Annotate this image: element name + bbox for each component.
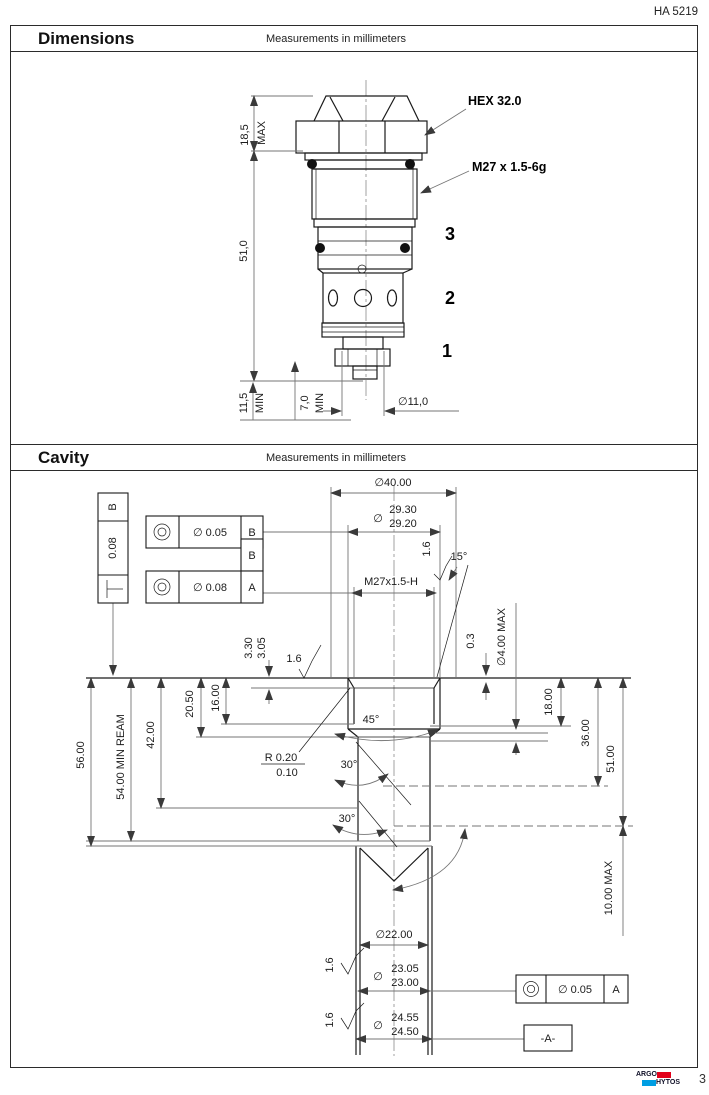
dim-d10max: 10.00 MAX bbox=[603, 860, 615, 916]
callout-hex: HEX 32.0 bbox=[468, 94, 522, 108]
fcf-perpendicularity bbox=[98, 493, 128, 603]
argo-hytos-logo bbox=[636, 1071, 694, 1087]
fcf-perp-datum: B bbox=[106, 503, 119, 511]
dimensions-subtitle: Measurements in millimeters bbox=[266, 33, 406, 45]
datum-a-label: -A- bbox=[540, 1033, 556, 1045]
surface-finish-icons bbox=[299, 556, 452, 1029]
dim-d18: 18.00 bbox=[543, 688, 555, 716]
callout-thread: M27 x 1.5-6g bbox=[472, 160, 547, 174]
oring-mid-right bbox=[400, 243, 410, 253]
dim-length: 51,0 bbox=[238, 240, 250, 262]
port-3-label: 3 bbox=[444, 224, 456, 244]
dim-r-hi: R 0.20 bbox=[264, 752, 298, 764]
oring-mid-left bbox=[315, 243, 325, 253]
dim-stem-len: 11,5 bbox=[238, 392, 250, 414]
dim-d56: 56.00 bbox=[75, 741, 87, 769]
dim-dia2930-lo: 29.20 bbox=[389, 518, 417, 530]
fcf-concentricity-3 bbox=[516, 975, 628, 1003]
dim-thread: M27x1.5-H bbox=[364, 576, 418, 588]
dim-dia2305-lo: 23.00 bbox=[391, 977, 419, 989]
oring-upper-left bbox=[307, 159, 317, 169]
logo-text-top: ARGO bbox=[636, 1071, 657, 1078]
oring-upper-right bbox=[405, 159, 415, 169]
logo-blue-block bbox=[642, 1080, 656, 1086]
dim-dia2455-hi: 24.55 bbox=[391, 1012, 419, 1024]
fcf3-value: ∅ 0.05 bbox=[557, 984, 593, 996]
fcf-concentricity-2 bbox=[146, 539, 263, 603]
dim-dia2930-sym: ∅ bbox=[373, 513, 383, 525]
dim-head-height-suffix: MAX bbox=[256, 121, 268, 145]
dim-angle15: 15° bbox=[450, 551, 468, 563]
doc-code: HA 5219 bbox=[653, 6, 698, 18]
port-1-label: 1 bbox=[441, 341, 453, 361]
fcf2-datum: A bbox=[248, 582, 256, 594]
dim-d2050: 20.50 bbox=[184, 690, 196, 718]
dim-dia2455-lo: 24.50 bbox=[391, 1026, 419, 1038]
dim-head-height: 18,5 bbox=[239, 124, 251, 146]
dim-d51: 51.00 bbox=[605, 745, 617, 773]
dim-cross-dia: ∅4.00 MAX bbox=[496, 608, 508, 666]
dim-dia2305-hi: 23.05 bbox=[391, 963, 419, 975]
dim-finish-b: 1.6 bbox=[324, 1012, 336, 1028]
valve-dimensions-drawing bbox=[11, 52, 697, 444]
fcf2-datum-top: B bbox=[248, 550, 256, 562]
dim-d42: 42.00 bbox=[145, 721, 157, 749]
dim-d16: 16.00 bbox=[210, 684, 222, 712]
dim-nut-len-suffix: MIN bbox=[314, 392, 326, 414]
datum-a-flag bbox=[524, 1025, 572, 1051]
dim-angle30a: 30° bbox=[340, 759, 358, 771]
dim-angle45: 45° bbox=[362, 714, 380, 726]
dim-dia2930-hi: 29.30 bbox=[389, 504, 417, 516]
cavity-drawing bbox=[11, 471, 697, 1068]
cavity-subtitle: Measurements in millimeters bbox=[266, 452, 406, 464]
fcf1-value: ∅ 0.05 bbox=[192, 527, 228, 539]
fcf-perp-value: 0.08 bbox=[106, 537, 119, 559]
dimensions-header-band bbox=[11, 26, 697, 52]
port-hole-center bbox=[355, 290, 372, 307]
dim-cb-lo: 3.05 bbox=[256, 637, 268, 659]
dim-dia2455-sym: ∅ bbox=[373, 1020, 383, 1032]
surface-finish-icon bbox=[434, 556, 452, 580]
dim-d36: 36.00 bbox=[580, 719, 592, 747]
dim-cb-hi: 3.30 bbox=[243, 637, 255, 659]
dim-nut-len: 7,0 bbox=[299, 395, 311, 411]
dim-step03: 0.3 bbox=[465, 633, 477, 649]
dim-finish-top: 1.6 bbox=[421, 541, 433, 557]
page-number: 3 bbox=[699, 1072, 706, 1086]
dim-stem-dia: ∅11,0 bbox=[398, 396, 429, 408]
port-hole-left bbox=[329, 290, 338, 306]
fcf2-value: ∅ 0.08 bbox=[192, 582, 228, 594]
dim-ream: 54.00 MIN REAM bbox=[115, 714, 127, 800]
logo-red-block bbox=[657, 1072, 671, 1078]
port-hole-right bbox=[388, 290, 397, 306]
cavity-title: Cavity bbox=[38, 448, 90, 467]
valve-outline bbox=[296, 96, 427, 379]
dim-dia40: ∅40.00 bbox=[374, 477, 412, 489]
content-frame bbox=[10, 25, 698, 1068]
dim-stem-len-suffix: MIN bbox=[254, 392, 266, 414]
surface-finish-icon bbox=[299, 645, 321, 678]
fcf1-datum: B bbox=[248, 527, 256, 539]
port-2-label: 2 bbox=[444, 288, 456, 308]
logo-text-bottom: HYTOS bbox=[656, 1079, 680, 1086]
cavity-header-band bbox=[11, 444, 697, 471]
dim-dia2305-sym: ∅ bbox=[373, 971, 383, 983]
dim-r-lo: 0.10 bbox=[276, 767, 298, 779]
dim-dia22: ∅22.00 bbox=[375, 929, 413, 941]
dim-angle30b: 30° bbox=[338, 813, 356, 825]
dim-finish-a: 1.6 bbox=[324, 957, 336, 973]
fcf3-datum: A bbox=[612, 984, 620, 996]
valve-dimension-lines bbox=[240, 96, 469, 420]
dim-finish-left: 1.6 bbox=[286, 653, 302, 665]
dimensions-title: Dimensions bbox=[38, 29, 135, 48]
